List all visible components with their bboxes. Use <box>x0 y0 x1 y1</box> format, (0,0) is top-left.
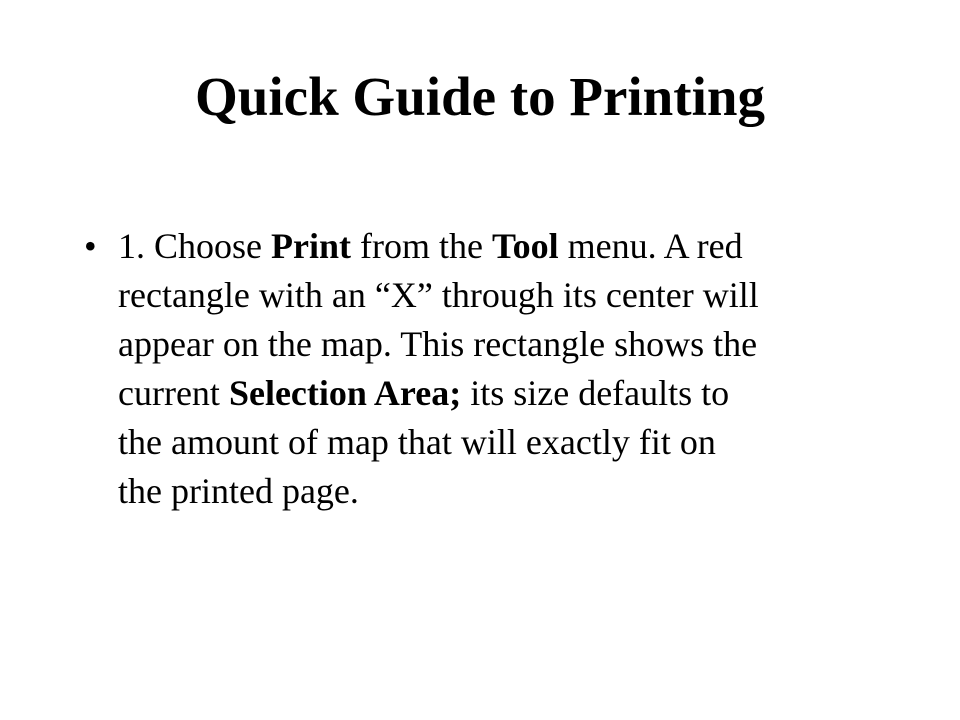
text-line <box>118 222 884 271</box>
bullet-list <box>84 222 884 516</box>
bullet-text <box>118 222 884 516</box>
text-run: rectangle with an “X” through its center will <box>118 275 759 315</box>
slide-title: Quick Guide to Printing <box>195 66 765 127</box>
text-run: appear on the map. This rectangle shows the <box>118 324 758 364</box>
text-line <box>118 467 884 516</box>
text-line <box>118 369 884 418</box>
text-run: menu. A red <box>558 226 743 266</box>
text-run: its size defaults to <box>461 373 730 413</box>
bullet-icon: • <box>84 226 97 266</box>
text-line <box>118 320 884 369</box>
text-line <box>118 418 884 467</box>
text-run: 1. Choose <box>118 226 271 266</box>
bold-term: Print <box>271 226 351 266</box>
text-line <box>118 271 884 320</box>
bold-term: Selection Area; <box>228 373 462 413</box>
bullet-item <box>84 222 884 516</box>
text-run: current <box>118 373 229 413</box>
bold-term: Tool <box>491 226 559 266</box>
text-run: from the <box>350 226 492 266</box>
text-run: the printed page. <box>118 471 359 511</box>
text-run: the amount of map that will exactly fit on <box>118 422 716 462</box>
